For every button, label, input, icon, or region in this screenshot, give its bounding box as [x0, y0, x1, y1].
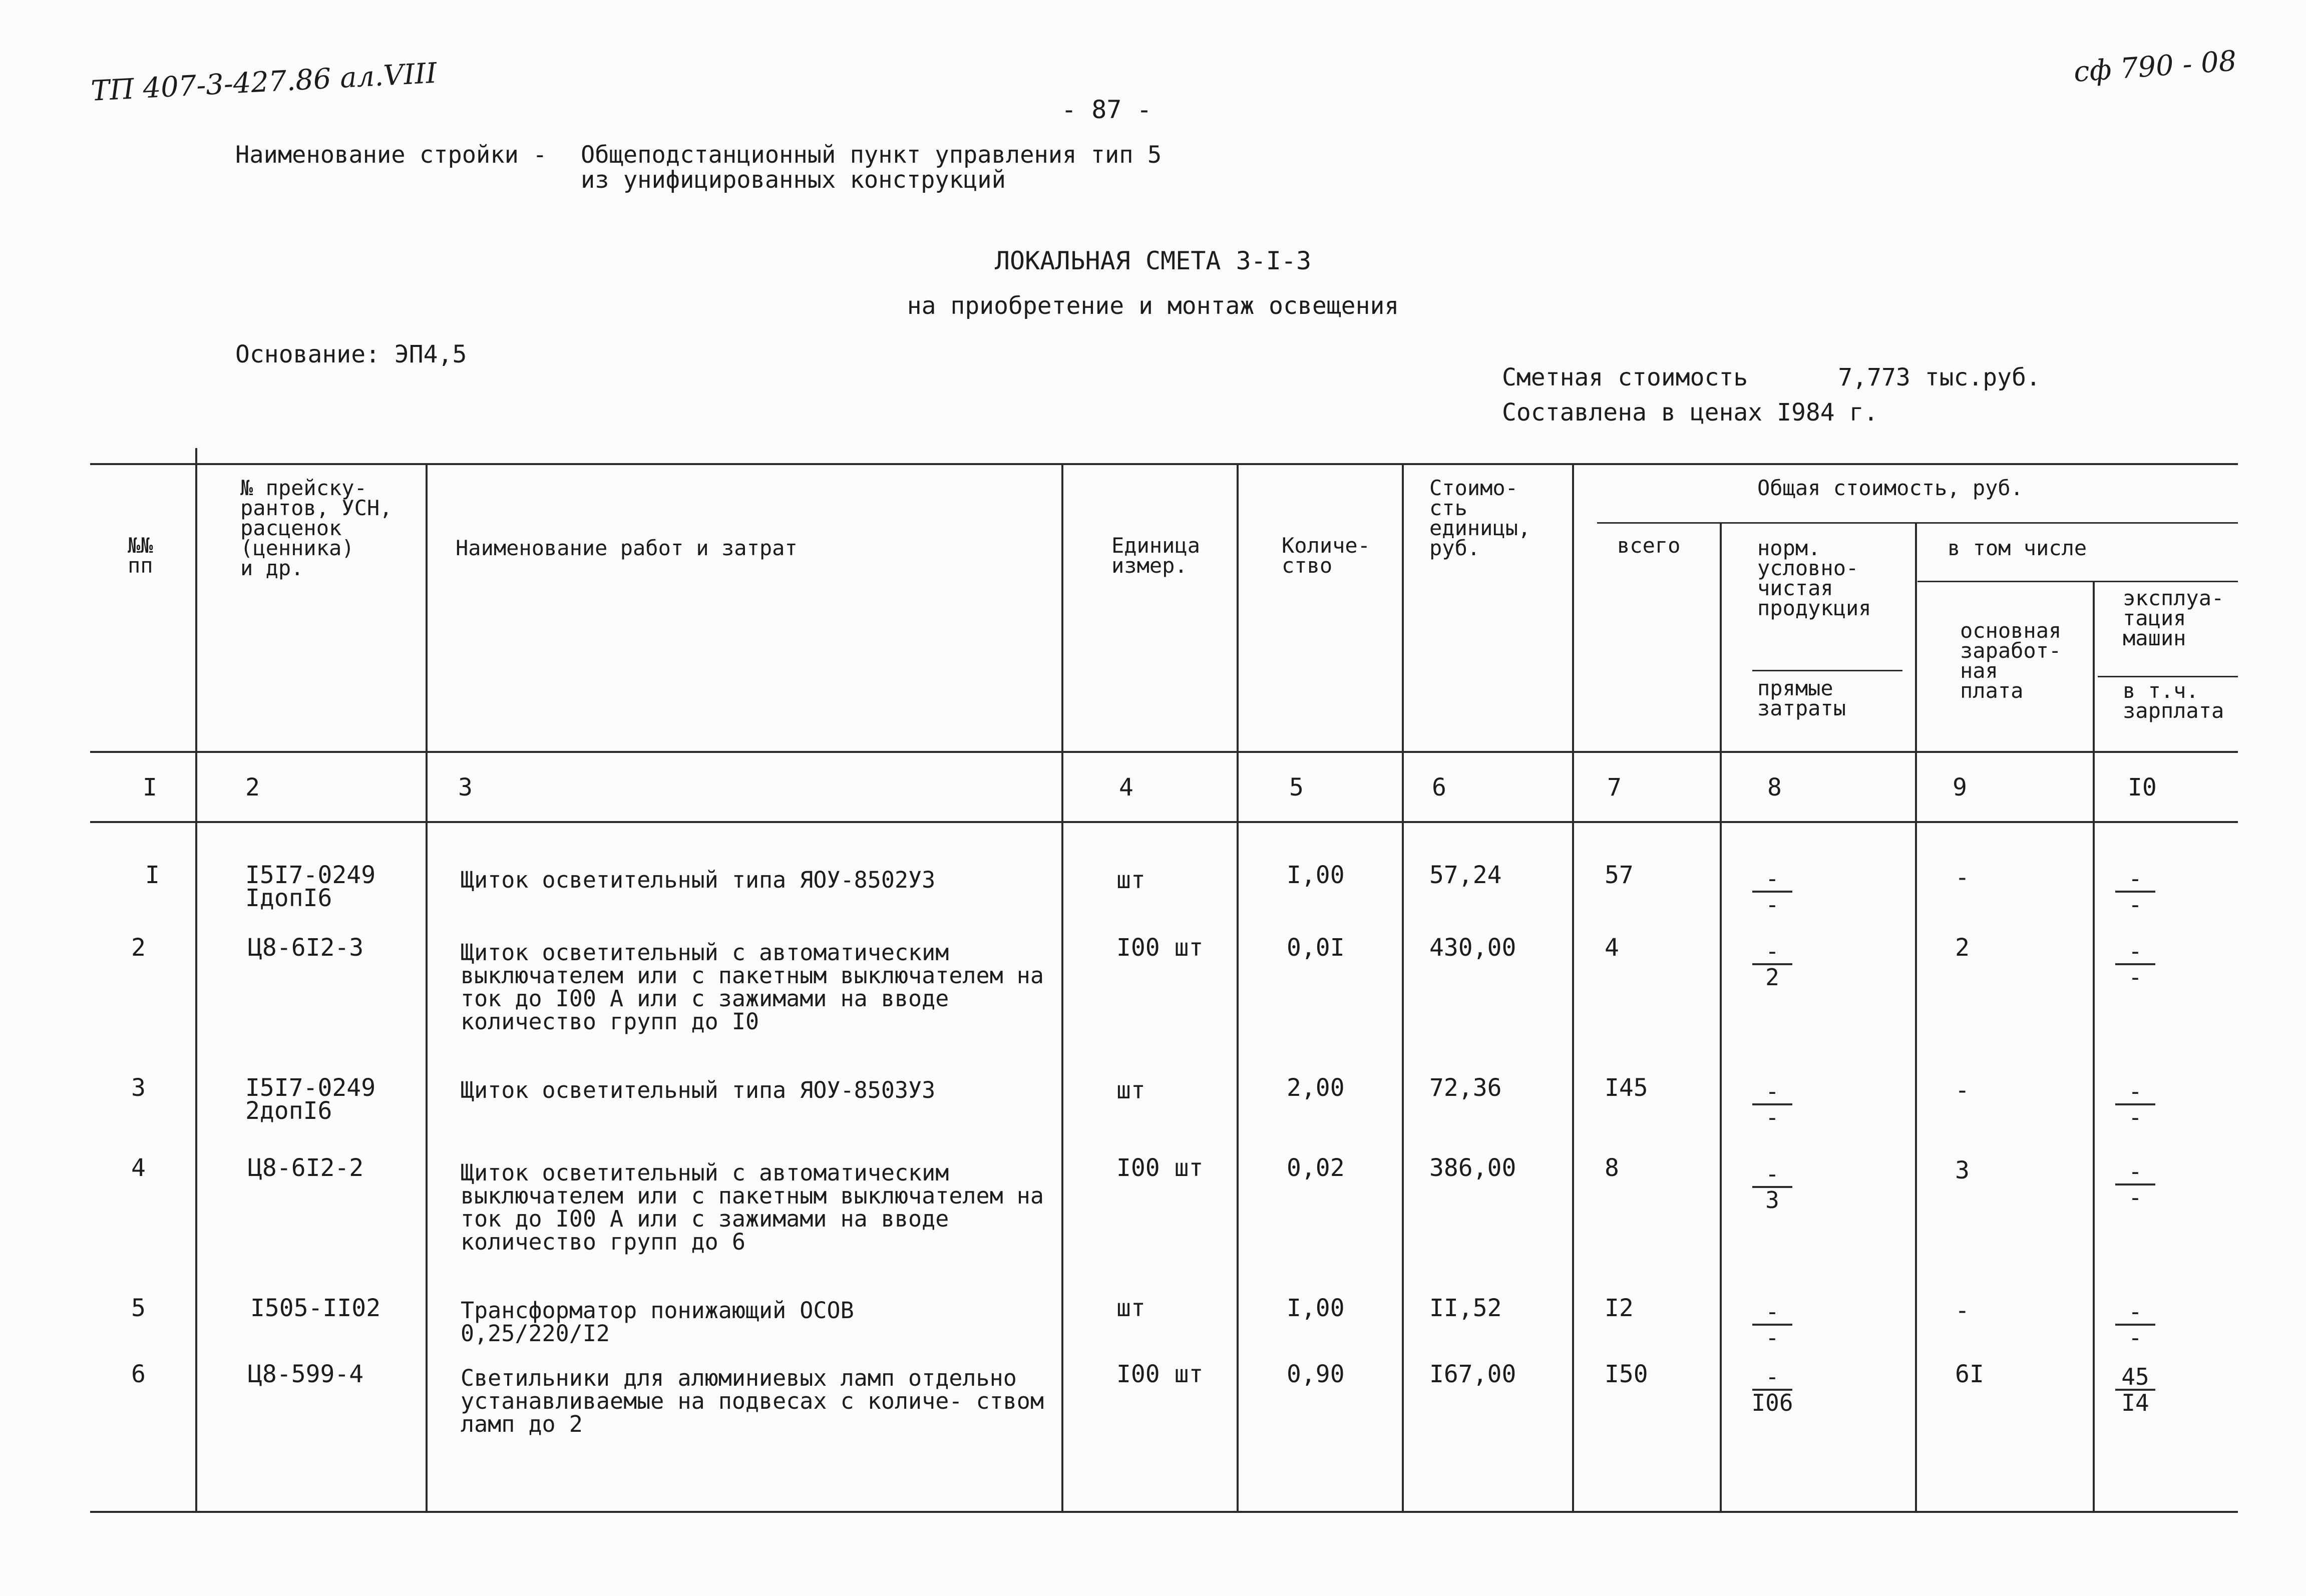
machine-operation: -: [2128, 865, 2142, 892]
row-number: 5: [131, 1294, 146, 1322]
unit-price: 72,36: [1429, 1074, 1502, 1102]
direct-costs: I06: [1751, 1389, 1793, 1416]
direct-costs: -: [1765, 1324, 1779, 1351]
header-unit-cost: Стоимо- сть единицы, руб.: [1429, 476, 1531, 560]
work-description: Щиток осветительный типа ЯОУ-8502УЗ: [461, 867, 936, 893]
col-number-1: I: [143, 773, 157, 802]
machine-salary: -: [2128, 1324, 2142, 1351]
basis: Основание: ЭП4,5: [235, 340, 467, 368]
document-code: ТП 407-3-427.86 ал.VIII: [90, 57, 438, 108]
header-machine-operation: эксплуа- тация машин: [2123, 586, 2224, 650]
estimate-subtitle: на приобретение и монтаж освещения: [907, 292, 1399, 320]
col-number-9: 9: [1953, 773, 1967, 802]
total: 8: [1605, 1154, 1619, 1182]
row-number: 3: [131, 1074, 146, 1102]
unit-price: 386,00: [1429, 1154, 1516, 1182]
total: I50: [1605, 1360, 1648, 1388]
price-code: Ц8-6I2-2: [248, 1154, 364, 1182]
col-divider-7: [1720, 522, 1722, 1512]
col-divider-2: [426, 463, 428, 1512]
machine-salary: I4: [2121, 1389, 2149, 1416]
direct-costs: -: [1765, 891, 1779, 918]
net-product: -: [1765, 865, 1779, 892]
work-description: Светильники для алюминиевых ламп отдельно устанавливаемые на подвесах с количе- ством ламп до 2: [461, 1365, 1044, 1437]
total: I45: [1605, 1074, 1648, 1102]
col-number-5: 5: [1289, 773, 1304, 802]
machine-operation: -: [2128, 1158, 2142, 1185]
estimated-cost-value: 7,773 тыс.руб.: [1838, 363, 2041, 391]
net-product-direct-costs: [1747, 1363, 1797, 1416]
machine-salary: -: [2128, 1104, 2142, 1131]
price-code: I5I7-0249 IдопI6: [245, 861, 376, 912]
machine-operation-salary: [2110, 1298, 2160, 1351]
col-number-4: 4: [1119, 773, 1133, 802]
unit: I00 шт: [1116, 934, 1204, 962]
subgroup-underline: [1917, 581, 2238, 582]
unit-price: 57,24: [1429, 861, 1502, 889]
machine-operation-salary: [2110, 1158, 2160, 1211]
direct-costs: 2: [1765, 964, 1779, 991]
unit-price: I67,00: [1429, 1360, 1516, 1388]
row-number: 4: [131, 1154, 146, 1182]
page-number: - 87 -: [1061, 95, 1152, 124]
unit-price: 430,00: [1429, 934, 1516, 962]
base-salary: 3: [1955, 1156, 1970, 1184]
work-description: Щиток осветительный с автоматическим выключателем или с пакетным выключателем на ток до I00 А или с зажимами на вводе количество групп до 6: [461, 1159, 1044, 1255]
net-product-direct-costs: [1747, 938, 1797, 991]
machine-operation-salary: [2110, 1363, 2160, 1416]
quantity: 0,90: [1287, 1360, 1345, 1388]
net-product: -: [1765, 1363, 1779, 1390]
col-number-3: 3: [458, 773, 473, 802]
price-code: Ц8-6I2-3: [248, 934, 364, 962]
unit: шт: [1116, 1076, 1145, 1104]
machine-operation: -: [2128, 1078, 2142, 1105]
corner-mark: сф 790 - 08: [2073, 45, 2238, 89]
total: 4: [1605, 934, 1619, 962]
col-number-10: I0: [2128, 773, 2157, 802]
header-price-list-code: № прейску- рантов, УСН, расценок (ценника) и др.: [240, 476, 393, 580]
header-including: в том числе: [1948, 536, 2087, 560]
machine-salary: -: [2128, 891, 2142, 918]
machine-salary: -: [2128, 964, 2142, 991]
row-number: 6: [131, 1360, 146, 1388]
quantity: 0,02: [1287, 1154, 1345, 1182]
work-description: Трансформатор понижающий ОСОВ 0,25/220/I2: [461, 1297, 854, 1347]
base-salary: 2: [1955, 934, 1970, 962]
row-number: I: [145, 861, 160, 889]
machine-operation-salary: [2110, 1078, 2160, 1131]
machine-operation: -: [2128, 1298, 2142, 1325]
col-divider-9: [2093, 581, 2095, 1512]
price-code: Ц8-599-4: [248, 1360, 364, 1388]
net-product: -: [1765, 938, 1779, 965]
direct-costs: 3: [1765, 1186, 1779, 1214]
quantity: 0,0I: [1287, 934, 1345, 962]
base-salary: -: [1955, 864, 1970, 892]
table-top-border: [90, 463, 2238, 465]
price-code: I505-II02: [250, 1294, 381, 1322]
base-salary: -: [1955, 1076, 1970, 1104]
quantity: I,00: [1287, 1294, 1345, 1322]
net-product: -: [1765, 1078, 1779, 1105]
price-code: I5I7-0249 2допI6: [245, 1074, 376, 1125]
estimated-cost-label: Сметная стоимость: [1502, 363, 1748, 391]
machine-operation-salary: [2110, 938, 2160, 991]
col-number-8: 8: [1767, 773, 1782, 802]
header-direct-costs: прямые затраты: [1757, 676, 1846, 720]
site-label: Наименование стройки -: [235, 141, 547, 169]
net-product-direct-costs: [1747, 1298, 1797, 1351]
net-product-direct-costs: [1747, 1160, 1797, 1214]
c10-split-line: [2098, 676, 2238, 677]
col-divider-4: [1237, 463, 1239, 1512]
header-unit: Единица измер.: [1111, 533, 1201, 578]
header-row-number: №№ пп: [128, 533, 153, 578]
machine-operation: 45: [2121, 1363, 2149, 1390]
estimate-title: ЛОКАЛЬНАЯ СМЕТА 3-I-3: [994, 246, 1312, 275]
unit: I00 шт: [1116, 1154, 1204, 1182]
site-name-line2: из унифицированных конструкций: [581, 166, 1006, 194]
col-number-6: 6: [1432, 773, 1446, 802]
unit: шт: [1116, 866, 1145, 894]
header-total-cost-group: Общая стоимость, руб.: [1757, 476, 2024, 500]
row-number: 2: [131, 934, 146, 962]
quantity: I,00: [1287, 861, 1345, 889]
base-salary: 6I: [1955, 1360, 1984, 1388]
unit-price: II,52: [1429, 1294, 1502, 1322]
col-divider-6: [1572, 463, 1574, 1512]
unit: шт: [1116, 1294, 1145, 1322]
unit: I00 шт: [1116, 1360, 1204, 1388]
group-underline: [1597, 522, 2238, 524]
machine-operation: -: [2128, 938, 2142, 965]
net-product: -: [1765, 1160, 1779, 1187]
estimated-cost: [1502, 363, 2041, 391]
site-name-line1: Общеподстанционный пункт управления тип 5: [581, 141, 1162, 169]
col-number-2: 2: [245, 773, 260, 802]
machine-operation-salary: [2110, 865, 2160, 918]
construction-site: [235, 143, 1162, 193]
direct-costs: -: [1765, 1104, 1779, 1131]
total: I2: [1605, 1294, 1634, 1322]
work-description: Щиток осветительный с автоматическим выключателем или с пакетным выключателем на ток до I00 А или с зажимами на вводе количество групп до I0: [461, 939, 1044, 1035]
total: 57: [1605, 861, 1634, 889]
net-product-direct-costs: [1747, 1078, 1797, 1131]
header-base-salary: основная заработ- ная плата: [1960, 618, 2062, 703]
c8-split-line: [1752, 670, 1902, 671]
net-product: -: [1765, 1298, 1779, 1325]
header-net-product: норм. условно- чистая продукция: [1757, 536, 1871, 620]
header-including-salary: в т.ч. зарплата: [2123, 678, 2224, 723]
col-divider-5: [1402, 463, 1404, 1512]
col-divider-1: [195, 448, 197, 1512]
col-divider-8: [1915, 522, 1917, 1512]
machine-salary: -: [2128, 1184, 2142, 1211]
header-total: всего: [1617, 533, 1681, 558]
work-description: Щиток осветительный типа ЯОУ-8503УЗ: [461, 1077, 936, 1103]
net-product-direct-costs: [1747, 865, 1797, 918]
col-number-7: 7: [1607, 773, 1622, 802]
header-work-name: Наименование работ и затрат: [456, 536, 798, 560]
quantity: 2,00: [1287, 1074, 1345, 1102]
price-basis: Составлена в ценах I984 г.: [1502, 398, 1878, 427]
base-salary: -: [1955, 1297, 1970, 1325]
header-quantity: Количе- ство: [1282, 533, 1371, 578]
